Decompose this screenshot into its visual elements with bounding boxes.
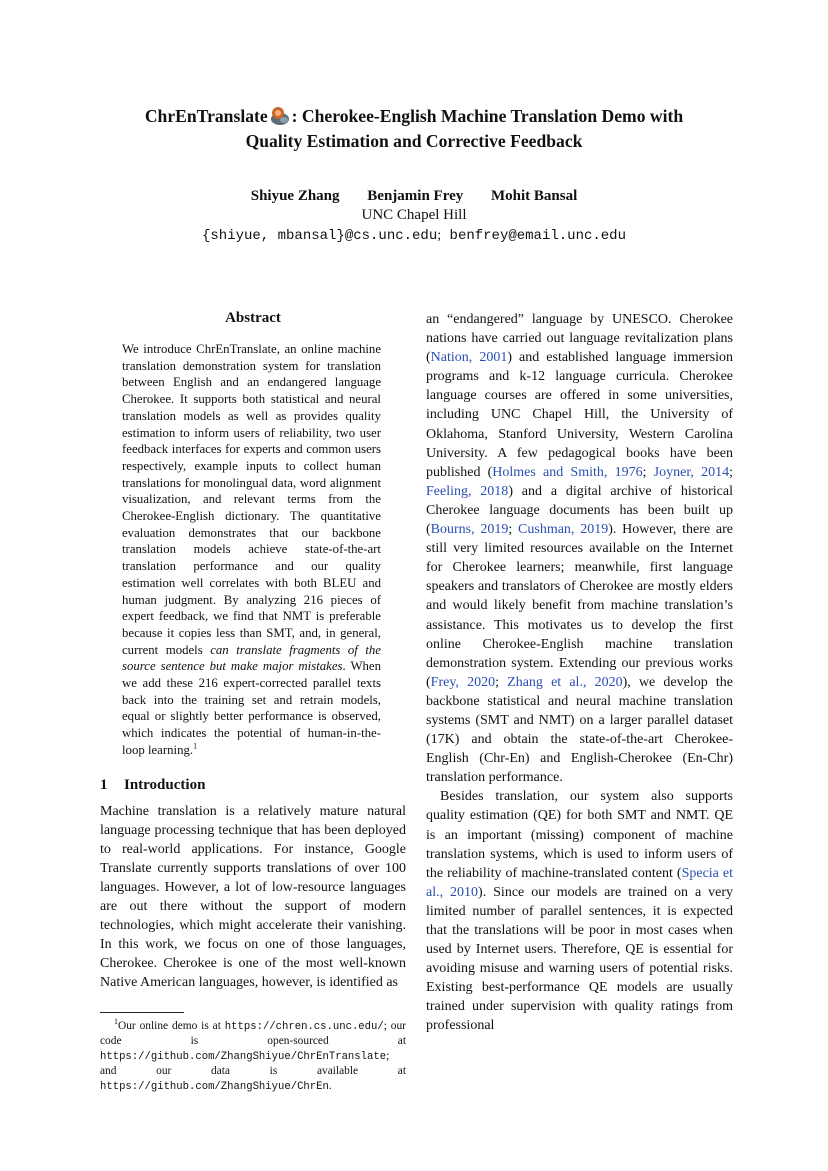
footnote-ref[interactable]: 1 [193,741,198,751]
paragraph-text: an “endangered” language by UNESCO. Cherokee nations have carried out language revitalization plans ( [426,312,733,366]
author-name: Mohit Bansal [491,188,578,204]
paragraph-text: ) [508,483,522,499]
abstract-heading: Abstract [225,310,281,326]
email-separator: ; [437,228,442,243]
citation-link[interactable]: Specia et al., 2010 [426,865,733,900]
intro-paragraph-1 [100,802,406,993]
left-column [100,310,406,993]
paragraph-text: ). [608,522,623,538]
footnote-part: . [328,1079,332,1092]
citation-link[interactable]: Frey, 2020 [430,674,496,690]
citation-link[interactable]: Cushman, 2019 [518,522,609,538]
paragraph-text: However, there are still very limited resources available on the Internet for Cherokee learners; meanwhile, first language speakers and translators of Cherokee are mostly elders and would likely benefit from machine translation’s assistance. This motivates us to develop the first online Cherokee-English machine translation demonstration system. Extending our previous works ( [426,522,733,690]
citation-link[interactable]: Joyner, 2014 [653,464,730,480]
author-names [60,188,768,205]
abstract-text [122,341,381,759]
abstract-text-part: . When we add these 216 expert-corrected parallel texts back into the training set and retrain models, equal or slightly better performance is observed, which indicates the potential of human-in-the-loop learning. [122,659,382,757]
paragraph-text: and established language immersion programs and k-12 language curricula. Cherokee language courses are offered in some universities, including UNC Chapel Hill, the University of Oklahoma, Stanford University, Western Carolina University. A few pedagogical books have been published ( [426,350,733,480]
paragraph-text: and a digital archive of historical Cherokee language documents has been built up ( [426,483,734,538]
email-secondary: benfrey@email.unc.edu [449,228,626,244]
author-name: Shiyue Zhang [250,188,340,204]
footnote-area [100,1000,406,1094]
footnote-part: Our online demo is at [118,1020,225,1032]
paper-title [60,104,768,154]
paragraph-text: Besides translation, our system also supports quality estimation (QE) for both SMT and NMT. QE is an important (missing) component of machine translation systems, which is used to inform users of the reliability of machine-translated content ( [426,789,733,881]
intro-paragraph-1-continued: an “endangered” language by UNESCO. Cherokee nations have carried out language revitalization plans (Nation, 2001) and established language immersion programs and k-12 language curricula. Cherokee language courses are offered in some universities, including UNC Chapel Hill, the University of Oklahoma, Stanford University, Western Carolina University. A few pedagogical books have been published (Holmes and Smith, 1976; Joyner, 2014; Feeling, 2018) and a digital archive of historical Cherokee language documents has been built up (Bourns, 2019; Cushman, 2019). However, there are still very limited resources available on the Internet for Cherokee learners; meanwhile, first language speakers and translators of Cherokee are mostly elders and would likely benefit from machine translation’s assistance. This motivates us to develop the first online Cherokee-English machine translation demonstration system. Extending our previous works (Frey, 2020; Zhang et al., 2020), we develop the backbone statistical and neural machine translation systems (SMT and NMT) on a larger parallel dataset (17K) and obtain the state-of-the-art Cherokee-English (Chr-En) and English-Cherokee (En-Chr) translation performance. [426,312,734,786]
abstract-text-part: We introduce ChrEnTranslate, an online machine translation demonstration system for translation between English and an endangered language Cherokee. It supports both statistical and neural translation models as well as provides quality estimation to inform users of reliability, two user feedback interfaces for experts and common users respectively, example inputs to collect human translations for monolingual data, word alignment visualization, and relevant terms from the Cherokee-English dictionary. The quantitative evaluation demonstrates that our backbone translation models achieve state-of-the-art translation performance and our quality estimation well correlates with both BLEU and human judgment. By analyzing 216 pieces of expert feedback, we find that NMT is preferable because it copies less than SMT, and, in general, current models [122,342,381,657]
author-name: Benjamin Frey [367,188,464,204]
footnote-divider [100,1012,184,1013]
citation-link[interactable]: Holmes and Smith, 1976 [492,464,643,480]
email-primary: {shiyue, mbansal}@cs.unc.edu [202,228,438,244]
abstract-emphasis: can translate fragments of the source sentence but make major mistakes [122,642,381,674]
data-url-link[interactable]: https://github.com/ZhangShiyue/ChrEn [100,1080,329,1093]
citation-link[interactable]: Zhang et al., 2020 [507,674,623,690]
footnote-part: ; our code is open-sourced at [100,1020,406,1048]
citation-link[interactable]: Nation, 2001 [430,350,508,366]
citation-link[interactable]: Feeling, 2018 [426,483,509,499]
paragraph-text: Machine translation is a relatively mature natural language processing technique that has been deployed to real-world applications. For instance, Google Translate currently supports translations of over 100 languages. However, a lot of low-resource languages are out there without the support of modern technologies, which might accelerate their vanishing. In this work, we focus on one of those languages, Cherokee. Cherokee is one of the most well-known Native American languages, however, is identified as [100,803,406,991]
system-name: ChrEnTranslate [144,106,268,126]
email-line [60,228,768,244]
section-title: Introduction [124,776,206,793]
author-block [60,188,768,244]
paragraph-text: ), [622,674,639,690]
title-line-1 [60,104,768,129]
code-url-link[interactable]: https://github.com/ZhangShiyue/ChrEnTranslate [100,1050,387,1063]
title-rest: : Cherokee-English Machine Translation Demo with [291,106,684,126]
right-column [426,310,733,1036]
affiliation: UNC Chapel Hill [361,207,467,223]
footnote-part: ; and our data is available at [100,1049,406,1078]
section-number: 1 [100,776,108,793]
footnote-mark: 1 [114,1017,118,1027]
paragraph-text: ). Since our models are trained on a very limited number of parallel sentences, it is expected that the translations will be poor in most cases when used by Internet users. Therefore, QE is essential for avoiding misuse and warning users of potential risks. Existing best-performance QE models are usually trained under supervision with quality ratings from professional [426,884,733,1034]
paragraph-text: ) [507,350,520,366]
paragraph-text: we develop the backbone statistical and neural machine translation systems (SMT and NMT) on a larger parallel dataset (17K) and obtain the state-of-the-art Cherokee-English (Chr-En) and English-Cherokee (En-Chr) translation performance. [426,674,733,786]
chrentranslate-logo-icon [269,105,291,127]
intro-paragraph-2 [426,787,733,1035]
demo-url-link[interactable]: https://chren.cs.unc.edu/ [224,1021,384,1033]
footnote-text [100,1019,406,1094]
citation-link[interactable]: Bourns, 2019 [430,522,509,538]
title-line-2: Quality Estimation and Corrective Feedback [245,131,583,151]
section-heading-introduction [100,777,406,794]
